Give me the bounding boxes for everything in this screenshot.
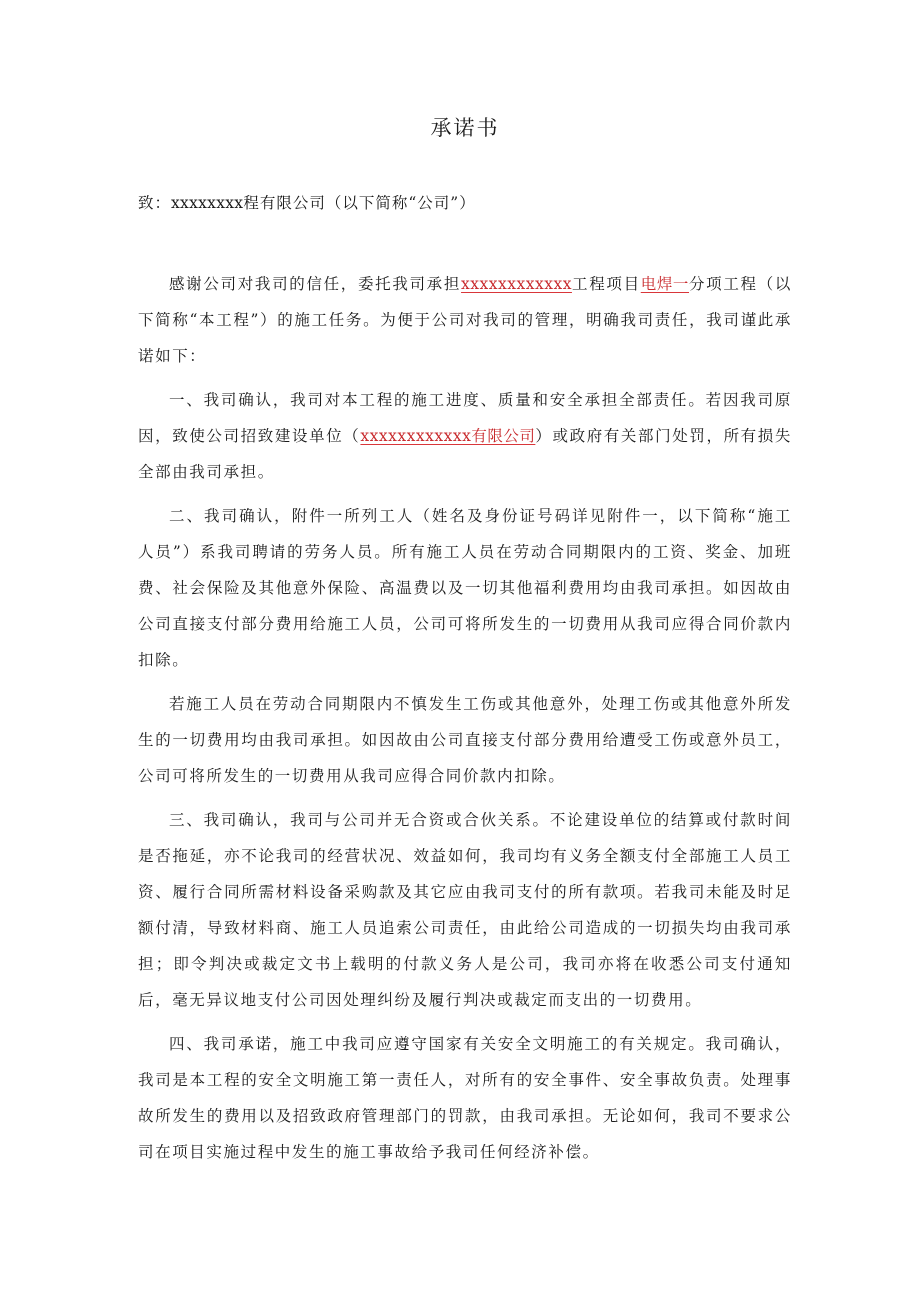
recipient-line	[138, 190, 792, 216]
subproject-name: 电焊一	[640, 275, 689, 293]
clause-2-paragraph: 二、我司确认，附件一所列工人（姓名及身份证号码详见附件一，以下简称“施工人员”）系我司聘请的劳务人员。所有施工人员在劳动合同期限内的工资、奖金、加班费、社会保险及其他意外保险、高温费以及一切其他福利费用均由我司承担。如因故由公司直接支付部分费用给施工人员，公司可将所发生的一切费用从我司应得合同价款内扣除。	[138, 507, 792, 669]
clause-2-extra-paragraph: 若施工人员在劳动合同期限内不慎发生工伤或其他意外，处理工伤或其他意外所发生的一切费用均由我司承担。如因故由公司直接支付部分费用给遭受工伤或意外员工，公司可将所发生的一切费用从我司应得合同价款内扣除。	[138, 695, 792, 785]
clause-1-text-2: ）或政府有关部门处罚，所有损失全部由我司承担。	[138, 427, 792, 481]
intro-text-2: 工程项目	[571, 275, 641, 293]
intro-text-3: 分项工程（以下简称“本工程”）的施工任务。为便于公司对我司的管理，明确我司责任，我司谨此承诺如下：	[138, 275, 792, 365]
clause-3-paragraph: 三、我司确认，我司与公司并无合资或合伙关系。不论建设单位的结算或付款时间是否拖延，亦不论我司的经营状况、效益如何，我司均有义务全额支付全部施工人员工资、履行合同所需材料设备采购款及其它应由我司支付的所有款项。若我司未能及时足额付清，导致材料商、施工人员追索公司责任，由此给公司造成的一切损失均由我司承担；即令判决或裁定文书上载明的付款义务人是公司，我司亦将在收悉公司支付通知后，毫无异议地支付公司因处理纠纷及履行判决或裁定而支出的一切费用。	[138, 811, 792, 1009]
project-placeholder: xxxxxxxxxxxx	[461, 275, 572, 293]
intro-paragraph	[138, 266, 792, 374]
recipient-prefix: 致：	[138, 194, 172, 212]
client-placeholder: xxxxxxxxxxxx有限公司	[360, 427, 536, 445]
clause-1-text-1: 一、我司确认，我司对本工程的施工进度、质量和安全承担全部责任。若因我司原因，致使公司招致建设单位（	[138, 391, 792, 445]
clause-1-paragraph	[138, 382, 792, 490]
document-body	[138, 266, 792, 1170]
document-title: 承诺书	[430, 116, 500, 140]
recipient-company-placeholder: xxxxxxxx	[171, 194, 244, 212]
intro-text-1: 感谢公司对我司的信任，委托我司承担	[169, 275, 462, 293]
clause-4-paragraph: 四、我司承诺，施工中我司应遵守国家有关安全文明施工的有关规定。我司确认，我司是本工程的安全文明施工第一责任人，对所有的安全事件、安全事故负责。处理事故所发生的费用以及招致政府管理部门的罚款，由我司承担。无论如何，我司不要求公司在项目实施过程中发生的施工事故给予我司任何经济补偿。	[138, 1035, 792, 1161]
recipient-suffix: 程有限公司（以下简称“公司”）	[243, 194, 476, 212]
